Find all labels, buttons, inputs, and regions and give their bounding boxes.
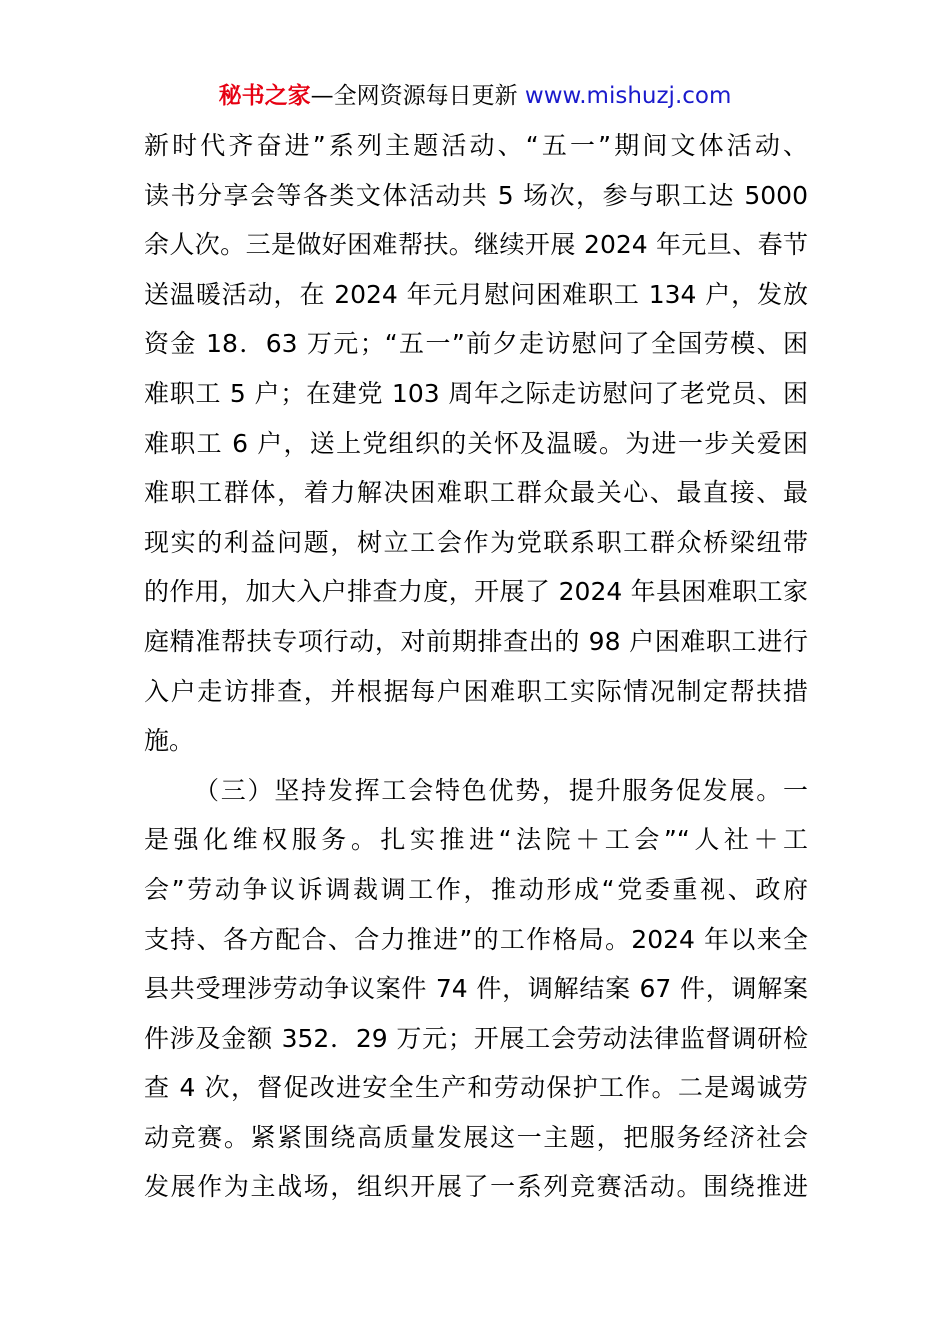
text-line: 发展作为主战场，组织开展了一系列竞赛活动。围绕推进 <box>144 1172 808 1202</box>
text-line: 难职工 6 户，送上党组织的关怀及温暖。为进一步关爱困 <box>144 428 808 458</box>
text-line: 现实的利益问题，树立工会作为党联系职工群众桥梁纽带 <box>144 527 808 557</box>
text-line: 施。 <box>144 726 195 756</box>
text-line: 难职工 5 户；在建党 103 周年之际走访慰问了老党员、困 <box>144 378 808 408</box>
text-line: 庭精准帮扶专项行动，对前期排查出的 98 户困难职工进行 <box>144 626 808 656</box>
text-line: 新时代齐奋进”系列主题活动、“五一”期间文体活动、 <box>144 131 808 160</box>
site-url-link[interactable]: www.mishuzj.com <box>524 83 732 109</box>
text-line: 支持、各方配合、合力推进”的工作格局。2024 年以来全 <box>144 924 808 954</box>
text-line: 动竞赛。紧紧围绕高质量发展这一主题，把服务经济社会 <box>144 1122 808 1152</box>
text-line: 读书分享会等各类文体活动共 5 场次，参与职工达 5000 <box>144 180 808 210</box>
text-line: 余人次。三是做好困难帮扶。继续开展 2024 年元旦、春节 <box>144 230 808 260</box>
header-slogan: —全网资源每日更新 <box>310 83 525 109</box>
site-header <box>0 80 950 112</box>
document-body <box>144 121 808 1212</box>
text-line: 难职工群体，着力解决困难职工群众最关心、最直接、最 <box>144 478 808 508</box>
text-line: 县共受理涉劳动争议案件 74 件，调解结案 67 件，调解案 <box>144 974 808 1004</box>
text-line: 送温暖活动，在 2024 年元月慰问困难职工 134 户，发放 <box>144 279 808 309</box>
text-line: 查 4 次，督促改进安全生产和劳动保护工作。二是竭诚劳 <box>144 1073 808 1103</box>
text-line: 入户走访排查，并根据每户困难职工实际情况制定帮扶措 <box>144 676 808 706</box>
text-line: 资金 18．63 万元；“五一”前夕走访慰问了全国劳模、困 <box>144 329 808 359</box>
text-line: 会”劳动争议诉调裁调工作，推动形成“党委重视、政府 <box>144 874 808 904</box>
text-line: 的作用，加大入户排查力度，开展了 2024 年县困难职工家 <box>144 577 808 607</box>
brand-name: 秘书之家 <box>218 83 311 109</box>
text-line: 件涉及金额 352．29 万元；开展工会劳动法律监督调研检 <box>144 1023 808 1053</box>
section-heading-line: （三）坚持发挥工会特色优势，提升服务促发展。一 <box>194 775 808 805</box>
text-line: 是强化维权服务。扎实推进“法院＋工会”“人社＋工 <box>144 825 808 855</box>
